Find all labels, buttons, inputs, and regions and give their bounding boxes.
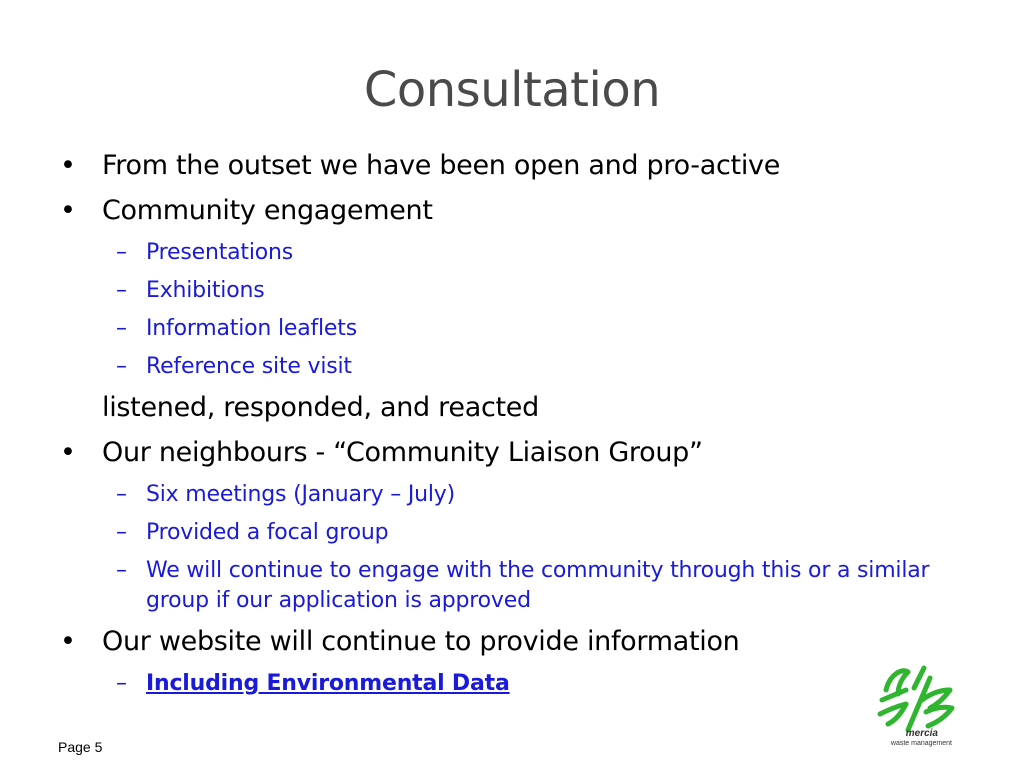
logo-wordmark xyxy=(868,728,958,748)
environmental-data-link[interactable]: Including Environmental Data xyxy=(146,671,510,696)
bullet-text: Community engagement xyxy=(102,195,433,226)
sub-item xyxy=(56,669,986,699)
sub-item-text: Provided a focal group xyxy=(146,520,389,545)
sub-item xyxy=(56,238,986,268)
bullet-text: From the outset we have been open and pro-active xyxy=(102,150,781,181)
bullet-marker: • xyxy=(60,437,76,468)
sub-item-text: Presentations xyxy=(146,240,294,265)
slide-title: Consultation xyxy=(363,62,661,118)
sub-item-text: We will continue to engage with the community through this or a similar group if our application is approved xyxy=(146,558,930,613)
logo-tagline: waste management xyxy=(890,740,952,747)
bullet-marker: • xyxy=(60,195,76,226)
plain-line xyxy=(56,390,986,426)
plain-line-text: listened, responded, and reacted xyxy=(102,392,539,423)
dash-marker: – xyxy=(116,482,127,507)
dash-marker: – xyxy=(116,671,127,696)
sub-item xyxy=(56,352,986,382)
sub-item-text: Exhibitions xyxy=(146,278,265,303)
bullet-item xyxy=(56,435,986,471)
sub-item xyxy=(56,556,986,616)
bullet-marker: • xyxy=(60,626,76,657)
dash-marker: – xyxy=(116,278,127,303)
dash-marker: – xyxy=(116,316,127,341)
bullet-text: Our website will continue to provide information xyxy=(102,626,740,657)
logo-brand: mercia xyxy=(905,728,938,739)
dash-marker: – xyxy=(116,240,127,265)
dash-marker: – xyxy=(116,520,127,545)
dash-marker: – xyxy=(116,558,127,583)
sub-item xyxy=(56,518,986,548)
bullet-marker: • xyxy=(60,150,76,181)
sub-item-text: Reference site visit xyxy=(146,354,352,379)
sub-item xyxy=(56,480,986,510)
bullet-item xyxy=(56,193,986,229)
dash-marker: – xyxy=(116,354,127,379)
sub-item xyxy=(56,314,986,344)
bullet-item xyxy=(56,148,986,184)
sub-item xyxy=(56,276,986,306)
sub-item-text: Information leaflets xyxy=(146,316,357,341)
bullet-text: Our neighbours - “Community Liaison Group” xyxy=(102,437,703,468)
bullet-item xyxy=(56,624,986,660)
sub-item-text: Six meetings (January – July) xyxy=(146,482,456,507)
page-number: Page 5 xyxy=(58,739,103,755)
slide-body xyxy=(56,148,986,707)
